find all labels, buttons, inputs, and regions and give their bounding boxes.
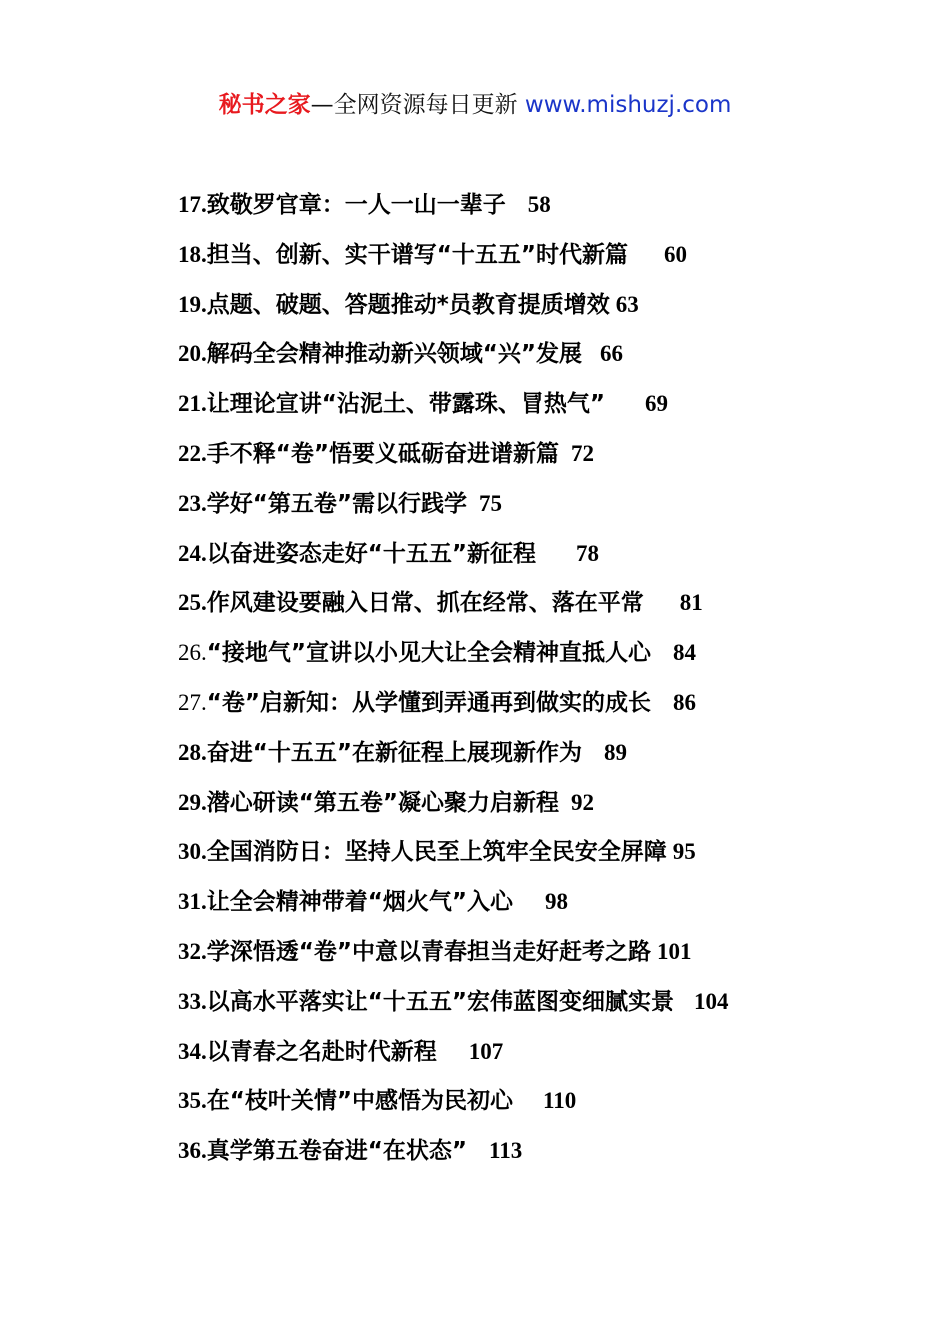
toc-entry-title: 潜心研读“第五卷”凝心聚力启新程 bbox=[206, 789, 559, 816]
toc-entry-number: 30. bbox=[178, 839, 207, 865]
table-of-contents bbox=[178, 180, 878, 1176]
toc-entry[interactable] bbox=[178, 728, 878, 778]
toc-entry-title: 以青春之名赴时代新程 bbox=[206, 1038, 437, 1065]
toc-entry-number: 33. bbox=[178, 988, 207, 1014]
toc-entry-number: 27. bbox=[178, 689, 207, 715]
toc-entry-title: 以高水平落实让“十五五”宏伟蓝图变细腻实景 bbox=[206, 988, 674, 1015]
toc-entry-title: 解码全会精神推动新兴领域“兴”发展 bbox=[206, 341, 582, 368]
toc-entry-number: 19. bbox=[178, 291, 207, 317]
toc-entry-page-number: 66 bbox=[599, 341, 623, 367]
toc-entry-title: 让全会精神带着“烟火气”入心 bbox=[206, 889, 513, 916]
toc-entry-number: 25. bbox=[178, 590, 207, 616]
toc-entry-page-number: 60 bbox=[663, 241, 687, 267]
toc-entry[interactable] bbox=[178, 977, 878, 1027]
toc-entry-number: 23. bbox=[178, 490, 207, 516]
toc-entry-page-number: 84 bbox=[672, 640, 696, 666]
toc-entry[interactable] bbox=[178, 230, 878, 280]
toc-entry-page-number: 95 bbox=[672, 839, 696, 865]
toc-entry-title: 手不释“卷”悟要义砥砺奋进谱新篇 bbox=[206, 440, 559, 467]
toc-entry-page-number: 69 bbox=[644, 391, 668, 417]
toc-entry[interactable] bbox=[178, 479, 878, 529]
toc-entry-title: “接地气”宣讲以小见大让全会精神直抵人心 bbox=[206, 640, 651, 667]
toc-entry-page-number: 81 bbox=[679, 590, 703, 616]
toc-entry[interactable] bbox=[178, 778, 878, 828]
toc-entry-page-number: 104 bbox=[693, 988, 729, 1014]
toc-entry-title: 在“枝叶关情”中感悟为民初心 bbox=[206, 1088, 513, 1115]
toc-entry-number: 17. bbox=[178, 192, 207, 217]
toc-entry[interactable] bbox=[178, 678, 878, 728]
toc-entry[interactable] bbox=[178, 1027, 878, 1077]
toc-entry-title: 点题、破题、答题推动*员教育提质增效 bbox=[206, 291, 610, 318]
toc-entry-number: 31. bbox=[178, 889, 207, 915]
toc-entry-number: 32. bbox=[178, 938, 207, 964]
toc-entry-page-number: 101 bbox=[656, 938, 692, 964]
toc-entry[interactable] bbox=[178, 379, 878, 429]
toc-entry[interactable] bbox=[178, 1076, 878, 1126]
toc-entry[interactable] bbox=[178, 529, 878, 579]
toc-entry-number: 34. bbox=[178, 1038, 207, 1064]
brand-name: 秘书之家 bbox=[218, 92, 311, 118]
toc-entry-page-number: 86 bbox=[672, 689, 696, 715]
toc-entry-title: 作风建设要融入日常、抓在经常、落在平常 bbox=[206, 590, 644, 617]
toc-entry-title: 让理论宣讲“沾泥土、带露珠、冒热气” bbox=[206, 391, 605, 418]
toc-entry-title: 致敬罗官章：一人一山一辈子 bbox=[206, 192, 506, 218]
toc-entry-title: 以奋进姿态走好“十五五”新征程 bbox=[206, 540, 536, 567]
toc-entry[interactable] bbox=[178, 628, 878, 678]
toc-entry-title: 学深悟透“卷”中意以青春担当走好赶考之路 bbox=[206, 938, 651, 965]
toc-entry-page-number: 63 bbox=[615, 291, 639, 317]
toc-entry[interactable] bbox=[178, 827, 878, 877]
toc-entry-number: 22. bbox=[178, 440, 207, 466]
toc-entry-page-number: 107 bbox=[468, 1038, 504, 1064]
toc-entry[interactable] bbox=[178, 1126, 878, 1176]
site-url-link[interactable]: www.mishuzj.com bbox=[524, 92, 732, 118]
toc-entry-number: 18. bbox=[178, 241, 207, 267]
toc-entry-page-number: 72 bbox=[570, 440, 594, 466]
toc-entry[interactable] bbox=[178, 280, 878, 330]
toc-entry-page-number: 78 bbox=[575, 540, 599, 566]
toc-entry-title: “卷”启新知：从学懂到弄通再到做实的成长 bbox=[206, 689, 651, 716]
toc-entry-title: 全国消防日：坚持人民至上筑牢全民安全屏障 bbox=[206, 839, 667, 866]
site-header bbox=[0, 88, 950, 122]
toc-entry-title: 奋进“十五五”在新征程上展现新作为 bbox=[206, 739, 582, 766]
toc-entry-page-number: 113 bbox=[488, 1138, 523, 1164]
toc-entry-page-number: 89 bbox=[603, 739, 627, 765]
toc-entry-page-number: 75 bbox=[478, 490, 502, 516]
toc-entry-number: 29. bbox=[178, 789, 207, 815]
toc-entry-title: 学好“第五卷”需以行践学 bbox=[206, 490, 467, 517]
toc-entry-page-number: 98 bbox=[544, 889, 568, 915]
toc-entry-page-number: 110 bbox=[542, 1088, 577, 1114]
toc-entry-title: 担当、创新、实干谱写“十五五”时代新篇 bbox=[206, 241, 628, 268]
toc-entry[interactable] bbox=[178, 329, 878, 379]
toc-entry-number: 28. bbox=[178, 739, 207, 765]
toc-entry[interactable] bbox=[178, 180, 878, 230]
toc-entry-page-number: 58 bbox=[527, 192, 551, 217]
toc-entry[interactable] bbox=[178, 429, 878, 479]
toc-entry-number: 35. bbox=[178, 1088, 207, 1114]
toc-entry-page-number: 92 bbox=[570, 789, 594, 815]
toc-entry[interactable] bbox=[178, 877, 878, 927]
toc-entry-number: 36. bbox=[178, 1138, 207, 1164]
toc-entry-number: 20. bbox=[178, 341, 207, 367]
toc-entry-title: 真学第五卷奋进“在状态” bbox=[206, 1138, 467, 1165]
header-slogan: —全网资源每日更新 bbox=[310, 92, 525, 118]
toc-entry-number: 26. bbox=[178, 640, 207, 666]
toc-entry-number: 24. bbox=[178, 540, 207, 566]
toc-entry[interactable] bbox=[178, 578, 878, 628]
toc-entry[interactable] bbox=[178, 927, 878, 977]
toc-entry-number: 21. bbox=[178, 391, 207, 417]
